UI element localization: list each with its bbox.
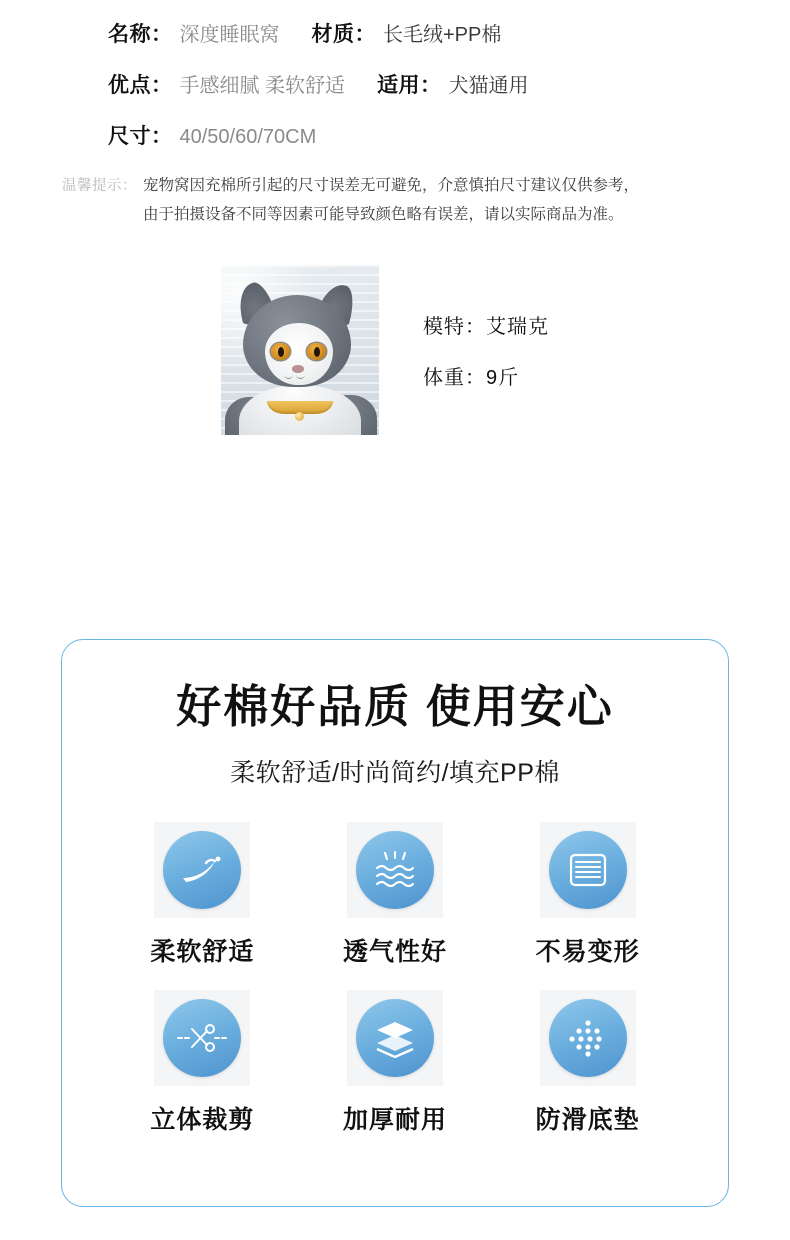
feature-icon-circle — [549, 999, 627, 1077]
spec-value-material: 长毛绒+PP棉 — [383, 24, 502, 46]
model-name-line — [423, 310, 549, 339]
model-info-block — [0, 265, 790, 435]
quality-subtitle: 柔软舒适/时尚简约/填充PP棉 — [230, 759, 560, 787]
scissors-cut-icon — [176, 1021, 228, 1055]
feature-label: 加厚耐用 — [342, 1106, 447, 1134]
warm-tip-line-2: 由于拍摄设备不同等因素可能导致颜色略有误差，请以实际商品为准。 — [143, 205, 624, 223]
feature-label: 透气性好 — [342, 938, 447, 966]
feather-icon — [179, 853, 225, 887]
spec-row — [0, 69, 790, 99]
spec-label-name: 名称： — [108, 23, 173, 46]
feature-item — [106, 990, 299, 1136]
feature-icon-tile — [154, 822, 250, 918]
model-weight-value: 9斤 — [486, 367, 520, 390]
spec-cell-material — [312, 18, 502, 48]
model-weight-line — [423, 361, 549, 390]
spec-value-usage: 犬猫通用 — [448, 75, 529, 97]
quality-feature-card — [61, 639, 729, 1207]
feature-icon-circle — [356, 831, 434, 909]
anti-slip-dots-icon — [566, 1018, 610, 1058]
feature-icon-tile — [154, 990, 250, 1086]
feature-item — [491, 822, 684, 968]
spec-label-material: 材质： — [311, 23, 376, 46]
feature-icon-tile — [347, 990, 443, 1086]
model-weight-label: 体重： — [423, 367, 486, 390]
spec-label-advantage: 优点： — [108, 74, 173, 97]
quality-feature-grid — [62, 822, 728, 1136]
spec-label-usage: 适用： — [377, 74, 442, 97]
feature-label: 防滑底垫 — [535, 1106, 640, 1134]
product-spec-block — [0, 0, 790, 150]
spec-row — [0, 18, 790, 48]
feature-label: 柔软舒适 — [150, 938, 255, 966]
feature-label: 立体裁剪 — [150, 1106, 255, 1134]
warm-tip-text — [143, 172, 639, 229]
feature-item — [299, 822, 492, 968]
feature-icon-circle — [163, 999, 241, 1077]
feature-icon-circle — [356, 999, 434, 1077]
model-text-block — [423, 310, 549, 390]
feature-item — [106, 822, 299, 968]
cat-pupil-right — [314, 347, 320, 357]
quality-title: 好棉好品质 使用安心 — [176, 681, 614, 732]
cat-pupil-left — [278, 347, 284, 357]
model-cat-photo — [221, 265, 379, 435]
spec-value-name: 深度睡眠窝 — [179, 24, 280, 46]
cat-illustration — [221, 265, 379, 435]
warm-tip-label: 温馨提示： — [62, 178, 137, 194]
feature-icon-tile — [540, 822, 636, 918]
spec-value-size: 40/50/60/70CM — [179, 126, 317, 148]
feature-item — [299, 990, 492, 1136]
feature-item — [491, 990, 684, 1136]
spec-label-size: 尺寸： — [108, 125, 173, 148]
spec-cell-usage — [377, 69, 529, 99]
stacked-layers-icon — [373, 1018, 417, 1058]
feature-icon-circle — [163, 831, 241, 909]
feature-icon-tile — [347, 822, 443, 918]
model-name-value: 艾瑞克 — [486, 316, 549, 339]
spec-row — [0, 120, 790, 150]
breathable-waves-icon — [372, 850, 418, 890]
warm-tip-line-1: 宠物窝因充棉所引起的尺寸误差无可避免，介意慎拍尺寸建议仅供参考， — [143, 177, 640, 194]
mattress-layers-icon — [567, 851, 609, 889]
feature-icon-tile — [540, 990, 636, 1086]
feature-label: 不易变形 — [535, 938, 640, 966]
model-name-label: 模特： — [423, 316, 486, 339]
feature-icon-circle — [549, 831, 627, 909]
spec-value-advantage: 手感细腻 柔软舒适 — [179, 75, 346, 97]
warm-tip-block — [0, 172, 790, 229]
